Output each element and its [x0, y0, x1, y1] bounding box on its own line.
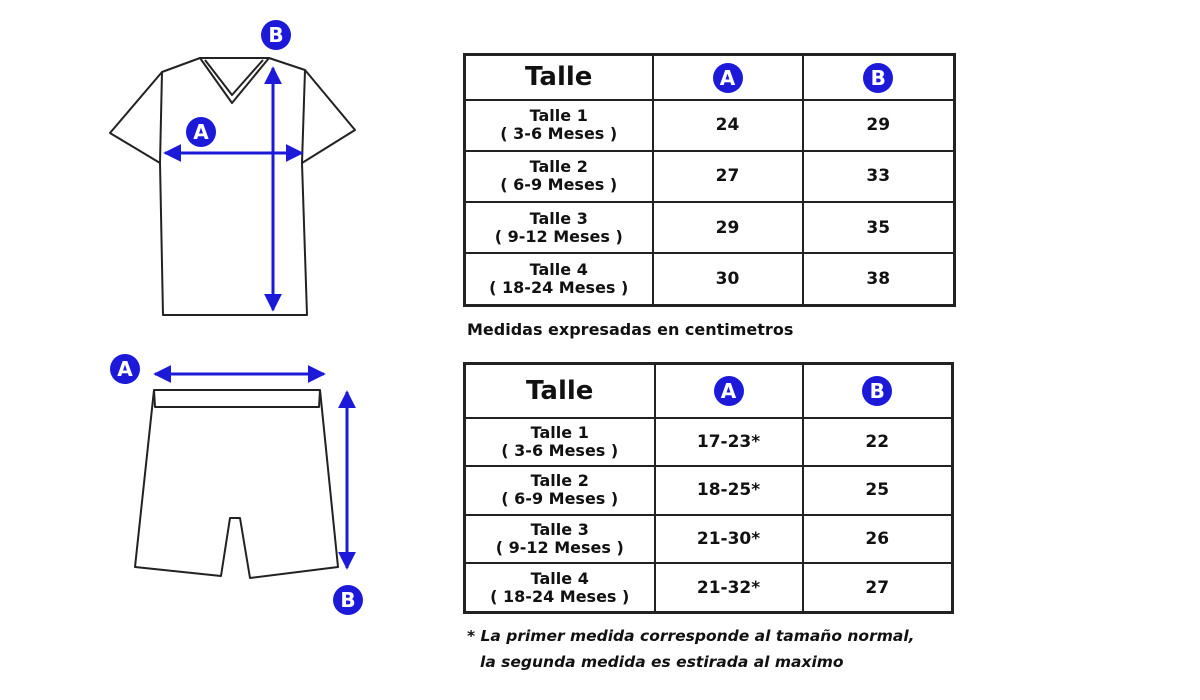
measure-a: 18-25*	[655, 466, 803, 515]
table-row	[465, 151, 955, 202]
size-label: Talle 4 ( 18-24 Meses )	[465, 563, 655, 612]
measure-b: 33	[803, 151, 955, 202]
table-row	[465, 418, 953, 467]
size-label: Talle 4 ( 18-24 Meses )	[465, 253, 653, 305]
measure-b: 27	[803, 563, 953, 612]
measure-a: 21-32*	[655, 563, 803, 612]
header-b	[803, 364, 953, 418]
measure-b: 25	[803, 466, 953, 515]
shirt-size-table	[463, 53, 956, 307]
shorts-badge-a: A	[110, 354, 140, 384]
tshirt-drawing	[110, 58, 355, 315]
measure-a: 17-23*	[655, 418, 803, 467]
measure-a: 24	[653, 100, 803, 151]
header-talle: Talle	[465, 364, 655, 418]
shorts-size-table	[463, 362, 954, 614]
measure-a: 27	[653, 151, 803, 202]
footnote-line-2: la segunda medida es estirada al maximo	[480, 653, 844, 671]
table-header-row	[465, 364, 953, 418]
measure-b: 35	[803, 202, 955, 253]
tshirt-badge-b: B	[261, 20, 291, 50]
measure-b: 22	[803, 418, 953, 467]
shorts-drawing	[135, 390, 338, 578]
measure-b: 29	[803, 100, 955, 151]
footnote-line-1: * La primer medida corresponde al tamaño normal,	[467, 627, 915, 645]
table-row	[465, 100, 955, 151]
header-talle: Talle	[465, 55, 653, 100]
header-badge-b: B	[863, 63, 893, 93]
size-label: Talle 3 ( 9-12 Meses )	[465, 202, 653, 253]
units-note: Medidas expresadas en centimetros	[467, 320, 794, 339]
table-row	[465, 563, 953, 612]
measure-a: 30	[653, 253, 803, 305]
table-header-row	[465, 55, 955, 100]
header-a	[655, 364, 803, 418]
size-label: Talle 2 ( 6-9 Meses )	[465, 151, 653, 202]
size-label: Talle 2 ( 6-9 Meses )	[465, 466, 655, 515]
header-badge-a: A	[714, 376, 744, 406]
table-row	[465, 202, 955, 253]
table-row	[465, 515, 953, 564]
shorts-badge-b: B	[333, 585, 363, 615]
header-b	[803, 55, 955, 100]
measure-b: 26	[803, 515, 953, 564]
size-label: Talle 3 ( 9-12 Meses )	[465, 515, 655, 564]
measure-a: 29	[653, 202, 803, 253]
size-label: Talle 1 ( 3-6 Meses )	[465, 418, 655, 467]
table-row	[465, 253, 955, 305]
size-label: Talle 1 ( 3-6 Meses )	[465, 100, 653, 151]
table-row	[465, 466, 953, 515]
tshirt-badge-a: A	[186, 117, 216, 147]
garment-illustrations	[0, 0, 440, 700]
header-badge-a: A	[713, 63, 743, 93]
header-badge-b: B	[862, 376, 892, 406]
measure-a: 21-30*	[655, 515, 803, 564]
header-a	[653, 55, 803, 100]
measure-b: 38	[803, 253, 955, 305]
